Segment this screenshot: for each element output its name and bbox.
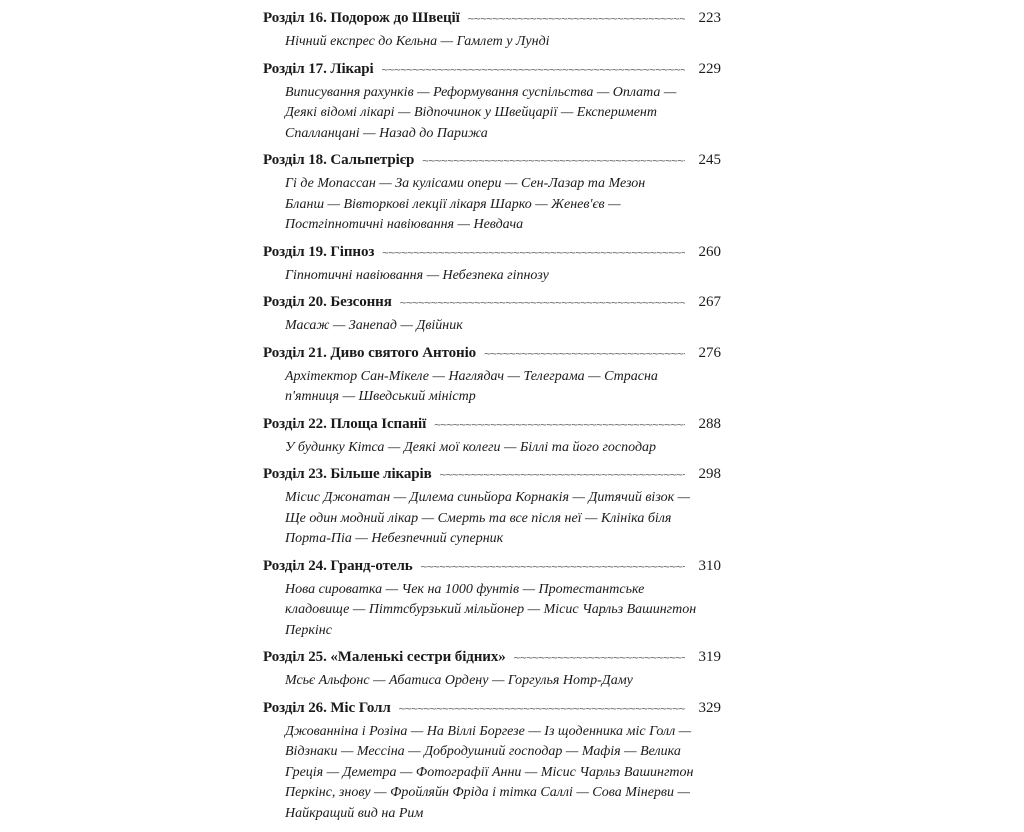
page-number: 298 xyxy=(691,466,723,483)
entry-spacer xyxy=(263,458,723,466)
subtopic-line: п'ятниця — Шведський міністр xyxy=(285,387,717,408)
chapter-subtopics xyxy=(285,438,723,459)
subtopic-line: Гі де Мопассан — За кулісами опери — Сен-Лазар та Мезон xyxy=(285,174,717,195)
chapter-heading-row xyxy=(263,649,723,671)
entry-spacer xyxy=(263,53,723,61)
entry-spacer xyxy=(263,824,723,832)
subtopic-line: Ще один модний лікар — Смерть та все після неї — Клініка біля xyxy=(285,509,717,530)
subtopic-line: Масаж — Занепад — Двійник xyxy=(285,316,717,337)
chapter-subtopics xyxy=(285,266,723,287)
tilde-leader xyxy=(399,702,685,715)
toc-entry xyxy=(263,345,723,416)
tilde-leader xyxy=(422,154,685,167)
toc-entry xyxy=(263,61,723,153)
chapter-subtopics xyxy=(285,722,723,825)
chapter-subtopics xyxy=(285,316,723,337)
subtopic-line: Греція — Деметра — Фотографії Анни — Місис Чарльз Вашингтон xyxy=(285,763,717,784)
entry-spacer xyxy=(263,144,723,152)
chapter-heading-row xyxy=(263,700,723,722)
tilde-leader xyxy=(421,560,685,573)
chapter-subtopics xyxy=(285,32,723,53)
subtopic-line: Нова сироватка — Чек на 1000 фунтів — Протестантське xyxy=(285,580,717,601)
chapter-title: Розділ 19. Гіпноз xyxy=(263,244,374,261)
chapter-subtopics xyxy=(285,174,723,236)
page-number: 276 xyxy=(691,345,723,362)
chapter-title: Розділ 20. Безсоння xyxy=(263,294,392,311)
tilde-leader xyxy=(400,296,685,309)
chapter-subtopics xyxy=(285,367,723,408)
page-number: 223 xyxy=(691,10,723,27)
chapter-heading-row xyxy=(263,345,723,367)
subtopic-line: Джованніна і Розіна — На Віллі Боргезе — Із щоденника міс Голл — xyxy=(285,722,717,743)
chapter-title: Розділ 16. Подорож до Швеції xyxy=(263,10,460,27)
chapter-subtopics xyxy=(285,83,723,145)
chapter-subtopics xyxy=(285,671,723,692)
chapter-heading-row xyxy=(263,10,723,32)
page-number: 245 xyxy=(691,152,723,169)
tilde-leader xyxy=(434,418,685,431)
toc-entry xyxy=(263,416,723,467)
chapter-heading-row xyxy=(263,416,723,438)
chapter-title: Розділ 17. Лікарі xyxy=(263,61,374,78)
subtopic-line: У будинку Кітса — Деякі мої колеги — Біллі та його господар xyxy=(285,438,717,459)
entry-spacer xyxy=(263,692,723,700)
entry-spacer xyxy=(263,408,723,416)
tilde-leader xyxy=(382,246,685,259)
chapter-title: Розділ 21. Диво святого Антоніо xyxy=(263,345,476,362)
entry-spacer xyxy=(263,236,723,244)
subtopic-line: Перкінс, знову — Фройляйн Фріда і тітка Саллі — Сова Мінерви — xyxy=(285,783,717,804)
subtopic-line: Бланш — Вівторкові лекції лікаря Шарко — Женев'єв — xyxy=(285,195,717,216)
page-number: 288 xyxy=(691,416,723,433)
chapter-heading-row xyxy=(263,466,723,488)
subtopic-line: Гіпнотичні навіювання — Небезпека гіпнозу xyxy=(285,266,717,287)
toc-entry xyxy=(263,700,723,832)
tilde-leader xyxy=(382,63,685,76)
page-number: 260 xyxy=(691,244,723,261)
page-number: 229 xyxy=(691,61,723,78)
subtopic-line: кладовище — Піттсбурзький мільйонер — Місис Чарльз Вашингтон xyxy=(285,600,717,621)
page-number: 319 xyxy=(691,649,723,666)
page-number: 329 xyxy=(691,700,723,717)
page-number: 310 xyxy=(691,558,723,575)
table-of-contents xyxy=(263,10,723,832)
chapter-title: Розділ 22. Площа Іспанії xyxy=(263,416,426,433)
subtopic-line: Нічний експрес до Кельна — Гамлет у Лунді xyxy=(285,32,717,53)
toc-entry xyxy=(263,558,723,650)
toc-entry xyxy=(263,466,723,558)
page-number: 267 xyxy=(691,294,723,311)
chapter-heading-row xyxy=(263,152,723,174)
chapter-title: Розділ 23. Більше лікарів xyxy=(263,466,432,483)
toc-entry xyxy=(263,294,723,345)
subtopic-line: Мсьє Альфонс — Абатиса Ордену — Горгулья Нотр-Даму xyxy=(285,671,717,692)
chapter-subtopics xyxy=(285,488,723,550)
subtopic-line: Деякі відомі лікарі — Відпочинок у Швейцарії — Експеримент xyxy=(285,103,717,124)
chapter-title: Розділ 24. Гранд-отель xyxy=(263,558,413,575)
entry-spacer xyxy=(263,337,723,345)
subtopic-line: Відзнаки — Мессіна — Добродушний господар — Мафія — Велика xyxy=(285,742,717,763)
entry-spacer xyxy=(263,641,723,649)
tilde-leader xyxy=(514,651,685,664)
subtopic-line: Виписування рахунків — Реформування суспільства — Оплата — xyxy=(285,83,717,104)
chapter-heading-row xyxy=(263,558,723,580)
toc-entry xyxy=(263,10,723,61)
toc-entry xyxy=(263,649,723,700)
toc-entry xyxy=(263,152,723,244)
tilde-leader xyxy=(440,468,685,481)
chapter-title: Розділ 18. Сальпетрієр xyxy=(263,152,414,169)
subtopic-line: Найкращий вид на Рим xyxy=(285,804,717,825)
tilde-leader xyxy=(468,12,685,25)
chapter-heading-row xyxy=(263,294,723,316)
chapter-title: Розділ 26. Міс Голл xyxy=(263,700,391,717)
chapter-heading-row xyxy=(263,244,723,266)
chapter-heading-row xyxy=(263,61,723,83)
subtopic-line: Спалланцані — Назад до Парижа xyxy=(285,124,717,145)
toc-entry xyxy=(263,244,723,295)
subtopic-line: Місис Джонатан — Дилема синьйора Корнакія — Дитячий візок — xyxy=(285,488,717,509)
entry-spacer xyxy=(263,286,723,294)
subtopic-line: Архітектор Сан-Мікеле — Наглядач — Телеграма — Страсна xyxy=(285,367,717,388)
entry-spacer xyxy=(263,550,723,558)
subtopic-line: Постгіпнотичні навіювання — Невдача xyxy=(285,215,717,236)
chapter-title: Розділ 25. «Маленькі сестри бідних» xyxy=(263,649,506,666)
tilde-leader xyxy=(484,347,685,360)
subtopic-line: Перкінс xyxy=(285,621,717,642)
chapter-subtopics xyxy=(285,580,723,642)
subtopic-line: Порта-Піа — Небезпечний суперник xyxy=(285,529,717,550)
